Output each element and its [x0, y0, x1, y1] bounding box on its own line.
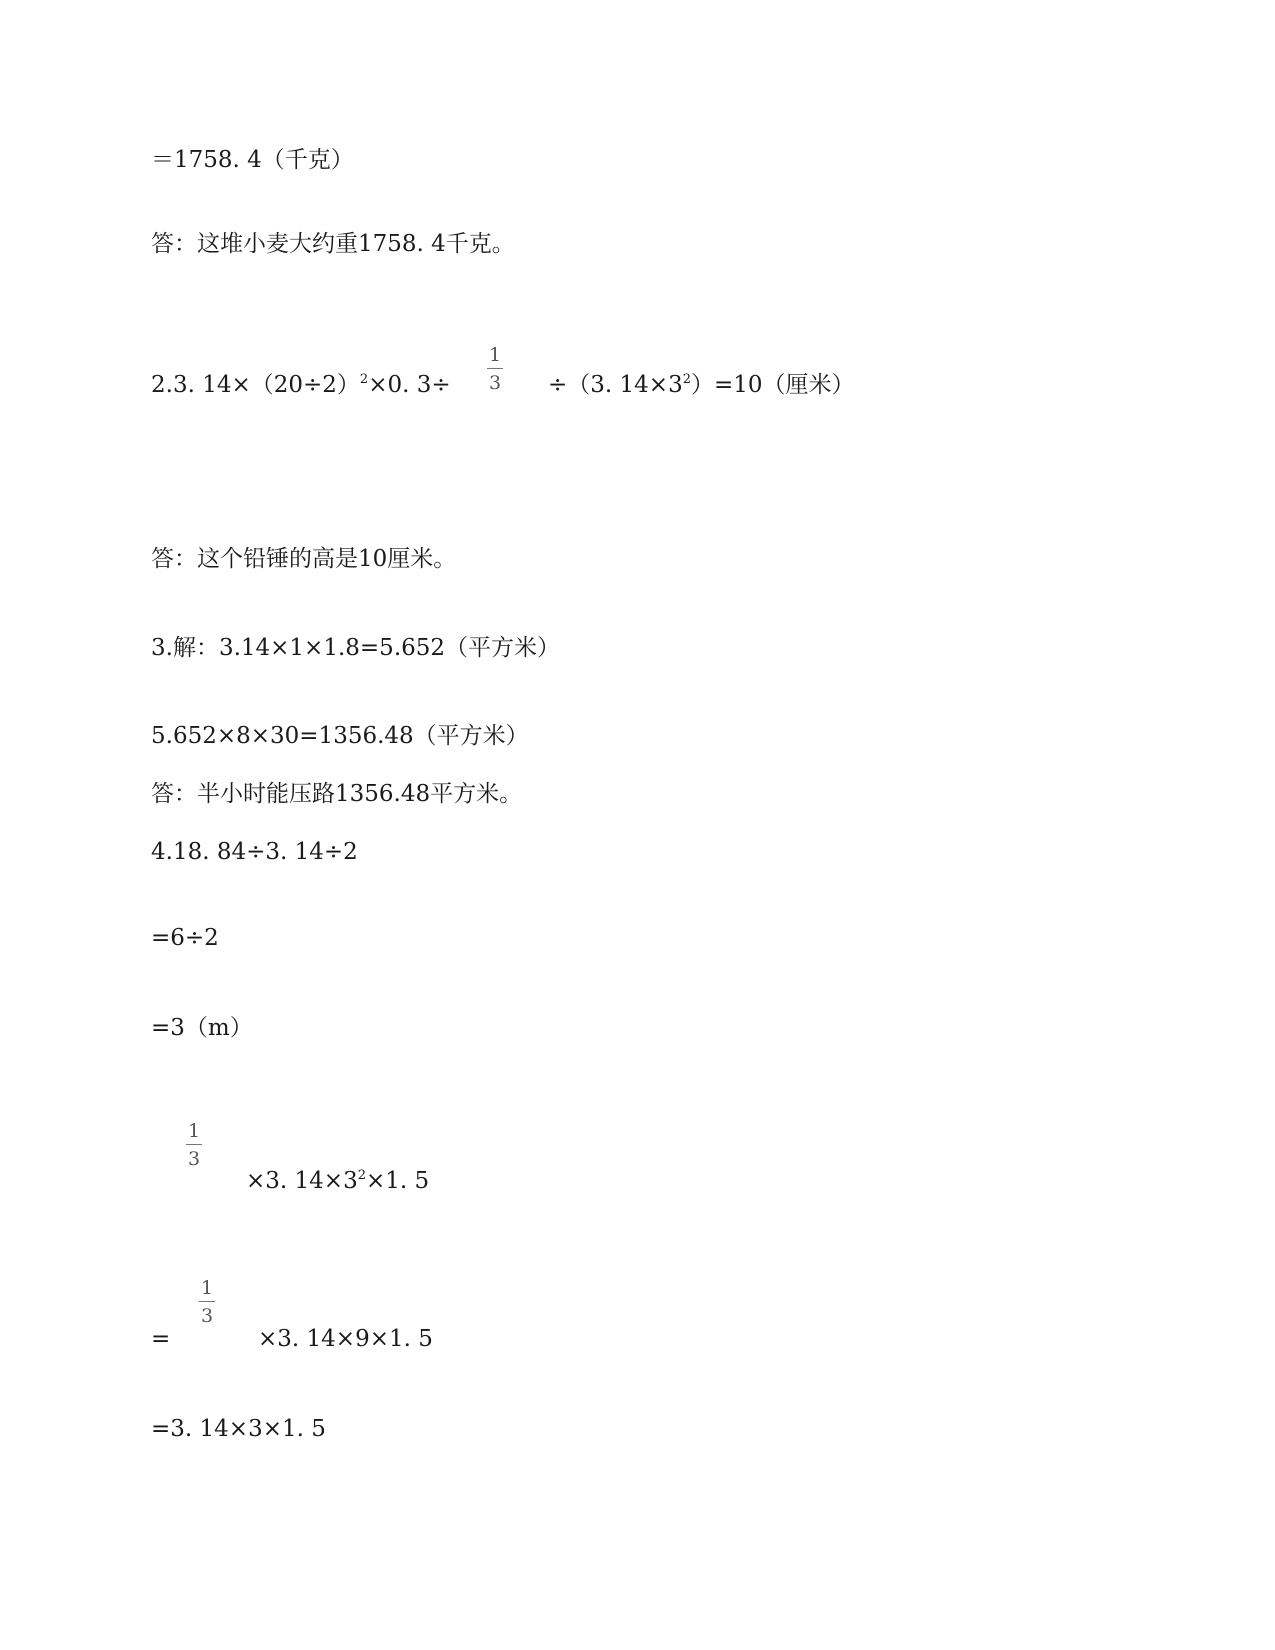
fraction-denominator: 3 — [488, 372, 502, 394]
line-answer-plumb: 答：这个铅锤的高是10厘米。 — [151, 546, 457, 572]
calc-part-1: 2.3. 14×（20÷2） — [151, 372, 360, 398]
line-calc-height-right — [548, 371, 855, 399]
line-result-kg: ＝1758. 4（千克） — [151, 147, 354, 173]
volume-part-1: ×3. 14×3 — [246, 1168, 358, 1194]
fraction-one-third-1 — [487, 344, 503, 394]
volume-sup: 2 — [357, 1168, 366, 1183]
line-calc-step: =6÷2 — [151, 925, 219, 951]
fraction-numerator: 1 — [187, 1120, 201, 1142]
calc-sup-1: 2 — [359, 372, 369, 387]
line-volume-formula — [246, 1167, 429, 1195]
fraction-bar — [186, 1144, 202, 1145]
fraction-numerator: 1 — [488, 344, 502, 366]
fraction-denominator: 3 — [187, 1148, 201, 1170]
calc-part-3: ÷（3. 14×3 — [548, 372, 683, 398]
calc-part-4: ）=10（厘米） — [690, 372, 855, 398]
line-calc-radius: 4.18. 84÷3. 14÷2 — [151, 839, 358, 865]
volume-part-2: ×1. 5 — [365, 1168, 430, 1194]
calc-sup-2: 2 — [682, 372, 691, 387]
line-volume-step: ×3. 14×9×1. 5 — [258, 1326, 433, 1352]
fraction-bar — [199, 1301, 215, 1302]
fraction-bar — [487, 368, 503, 369]
fraction-denominator: 3 — [200, 1305, 214, 1327]
line-solution-3: 3.解：3.14×1×1.8=5.652（平方米） — [151, 635, 561, 661]
fraction-one-third-3 — [199, 1277, 215, 1327]
line-answer-wheat: 答：这堆小麦大约重1758. 4千克。 — [151, 231, 515, 257]
equals-sign: = — [151, 1326, 171, 1352]
line-answer-road: 答：半小时能压路1356.48平方米。 — [151, 781, 523, 807]
calc-part-2: ×0. 3÷ — [368, 372, 451, 398]
line-volume-simplified: =3. 14×3×1. 5 — [151, 1416, 326, 1442]
line-calc-area: 5.652×8×30=1356.48（平方米） — [151, 723, 529, 749]
line-calc-height-left — [151, 371, 451, 399]
fraction-one-third-2 — [186, 1120, 202, 1170]
line-radius-result: =3（m） — [151, 1015, 253, 1041]
fraction-numerator: 1 — [200, 1277, 214, 1299]
